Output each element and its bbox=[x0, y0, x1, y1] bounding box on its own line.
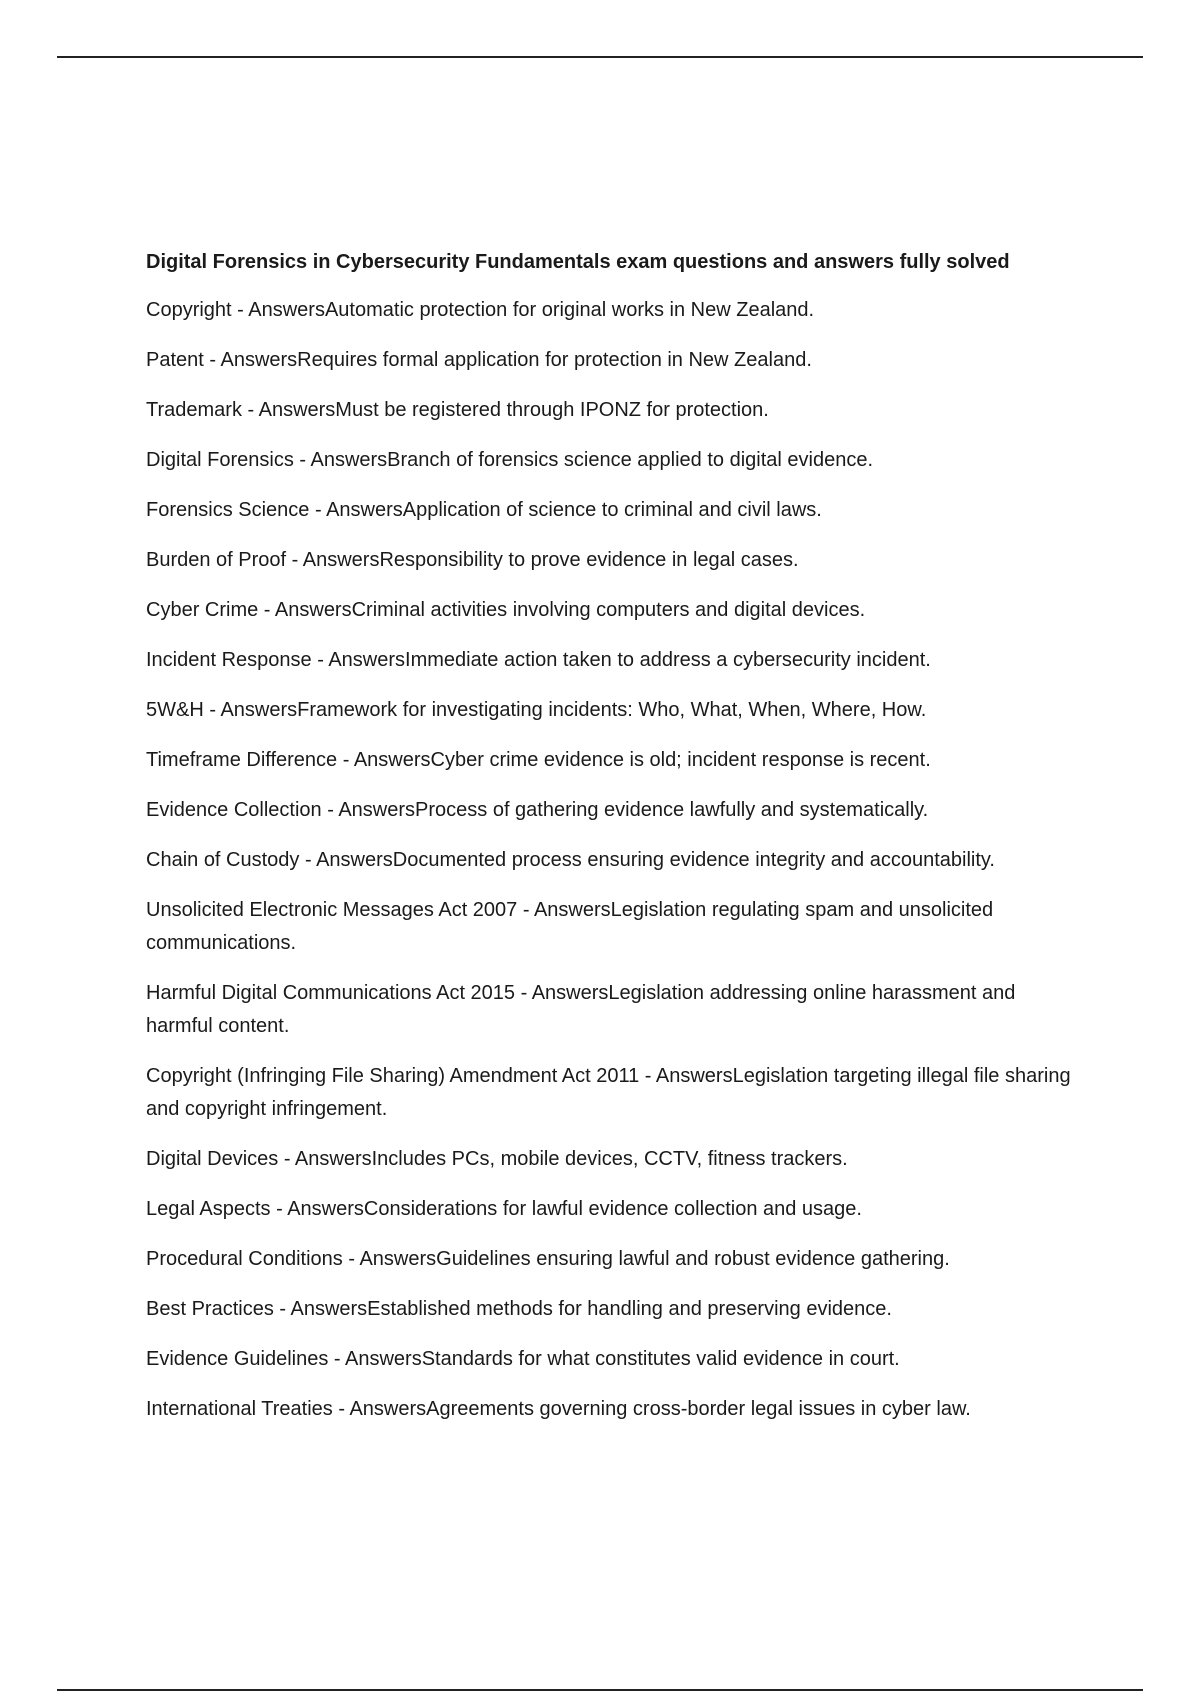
qa-item: Trademark - AnswersMust be registered through IPONZ for protection. bbox=[146, 399, 769, 421]
qa-item: Best Practices - AnswersEstablished methods for handling and preserving evidence. bbox=[146, 1298, 892, 1320]
qa-item: Procedural Conditions - AnswersGuidelines ensuring lawful and robust evidence gathering. bbox=[146, 1248, 950, 1270]
qa-item: Evidence Guidelines - AnswersStandards for what constitutes valid evidence in court. bbox=[146, 1348, 900, 1370]
qa-item: Copyright (Infringing File Sharing) Amendment Act 2011 - AnswersLegislation targeting illegal file sharing and copyright infringement. bbox=[146, 1065, 1071, 1120]
header-rule bbox=[57, 56, 1143, 58]
qa-item: Copyright - AnswersAutomatic protection for original works in New Zealand. bbox=[146, 299, 815, 321]
qa-item: Cyber Crime - AnswersCriminal activities involving computers and digital devices. bbox=[146, 599, 866, 621]
document-body bbox=[146, 247, 1086, 1443]
qa-item: Evidence Collection - AnswersProcess of gathering evidence lawfully and systematically. bbox=[146, 799, 929, 821]
qa-item: Burden of Proof - AnswersResponsibility to prove evidence in legal cases. bbox=[146, 549, 799, 571]
qa-item: International Treaties - AnswersAgreements governing cross-border legal issues in cyber law. bbox=[146, 1398, 971, 1420]
qa-item: Incident Response - AnswersImmediate action taken to address a cybersecurity incident. bbox=[146, 649, 931, 671]
qa-list bbox=[146, 294, 1086, 1426]
qa-item: Unsolicited Electronic Messages Act 2007 - AnswersLegislation regulating spam and unsolicited communications. bbox=[146, 899, 994, 954]
qa-item: Chain of Custody - AnswersDocumented process ensuring evidence integrity and accountability. bbox=[146, 849, 995, 871]
qa-item: Digital Forensics - AnswersBranch of forensics science applied to digital evidence. bbox=[146, 449, 874, 471]
qa-item: Harmful Digital Communications Act 2015 - AnswersLegislation addressing online harassment and harmful content. bbox=[146, 982, 1016, 1037]
qa-item: Timeframe Difference - AnswersCyber crime evidence is old; incident response is recent. bbox=[146, 749, 931, 771]
qa-item: Legal Aspects - AnswersConsiderations for lawful evidence collection and usage. bbox=[146, 1198, 862, 1220]
qa-item: Forensics Science - AnswersApplication of science to criminal and civil laws. bbox=[146, 499, 822, 521]
footer-rule bbox=[57, 1689, 1143, 1691]
qa-item: Digital Devices - AnswersIncludes PCs, mobile devices, CCTV, fitness trackers. bbox=[146, 1148, 848, 1170]
document-title: Digital Forensics in Cybersecurity Fundamentals exam questions and answers fully solved bbox=[146, 251, 1010, 273]
qa-item: 5W&H - AnswersFramework for investigating incidents: Who, What, When, Where, How. bbox=[146, 699, 927, 721]
qa-item: Patent - AnswersRequires formal application for protection in New Zealand. bbox=[146, 349, 812, 371]
